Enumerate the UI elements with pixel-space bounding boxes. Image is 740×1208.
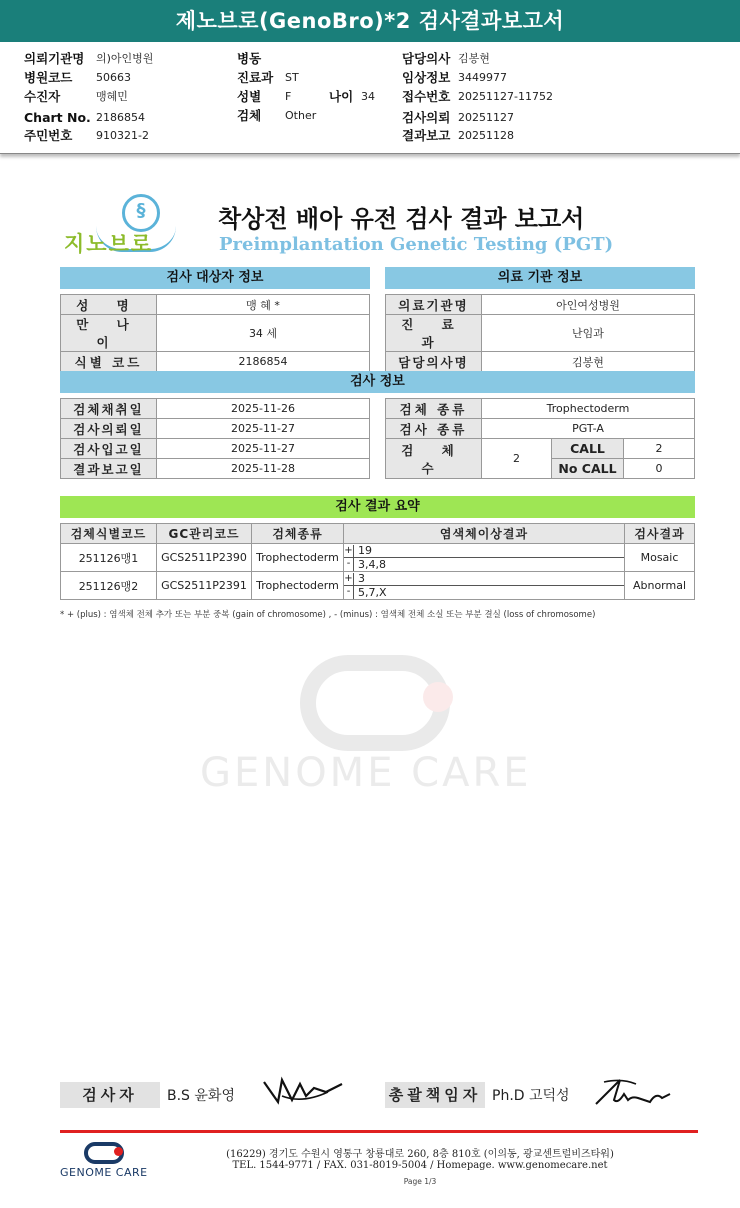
inst-dept-value: 난임과	[482, 315, 695, 352]
subject-name-label: 성 명	[61, 295, 157, 315]
report-title: 착상전 배아 유전 검사 결과 보고서	[218, 205, 585, 233]
subject-name-value: 맹 혜 *	[157, 295, 370, 315]
specimen-type-label: 검체 종류	[386, 399, 482, 419]
chart-label: Chart No.	[24, 109, 91, 125]
test-type-value: PGT-A	[482, 419, 695, 439]
genomecare-dot-icon	[114, 1147, 123, 1156]
gc-code: GCS2511P2390	[157, 544, 252, 572]
report-subtitle: Preimplantation Genetic Testing (PGT)	[219, 234, 614, 255]
call-label: CALL	[552, 439, 624, 459]
specimen-label: 검체	[237, 108, 262, 123]
specimen-count-label: 검 체 수	[386, 439, 482, 479]
specimen-value: Other	[285, 108, 317, 122]
collect-date-label: 검체채취일	[61, 399, 157, 419]
minus-sign: -	[344, 558, 354, 571]
tester-signature-icon	[262, 1074, 344, 1108]
rrn-value: 910321-2	[96, 128, 149, 142]
summary-heading: 검사 결과 요약	[60, 496, 695, 518]
report-date-label: 결과보고일	[61, 459, 157, 479]
subject-info-heading: 검사 대상자 정보	[60, 267, 370, 289]
institution-label: 의뢰기관명	[24, 51, 85, 66]
specimen-type: Trophectoderm	[252, 572, 344, 600]
inst-doctor-label: 담당의사명	[386, 352, 482, 372]
col-specimen-type: 검체종류	[252, 524, 344, 544]
table-row	[61, 572, 695, 600]
sample-code: 251126맹1	[61, 544, 157, 572]
collect-date-value: 2025-11-26	[157, 399, 370, 419]
summary-footnote: * + (plus) : 염색체 전체 추가 또는 부분 중복 (gain of chromosome) , - (minus) : 염색체 전체 소실 또는 부분 결실 (loss of chromosome)	[60, 610, 596, 620]
gain-chromosomes: 19	[358, 544, 372, 557]
test-dates-table	[60, 398, 370, 479]
report-date-value: 2025-11-28	[157, 459, 370, 479]
inst-name-value: 아인여성병원	[482, 295, 695, 315]
specimen-type: Trophectoderm	[252, 544, 344, 572]
doctor-value: 김봉현	[458, 52, 490, 65]
plus-sign: +	[344, 572, 353, 584]
specimen-count-value: 2	[482, 439, 552, 479]
table-row	[61, 544, 695, 572]
request-date-label: 검사의뢰일	[61, 419, 157, 439]
subject-id-value: 2186854	[157, 352, 370, 372]
age-value: 34	[361, 89, 375, 103]
summary-table	[60, 523, 695, 600]
col-chromosome-result: 염색체이상결과	[344, 524, 625, 544]
subject-info-table	[60, 294, 370, 372]
sex-value: F	[285, 89, 292, 103]
director-name: Ph.D 고덕성	[492, 1088, 570, 1104]
patient-header	[0, 42, 740, 154]
nocall-label: No CALL	[552, 459, 624, 479]
footer-address: (16229) 경기도 수원시 영통구 창룡대로 260, 8층 810호 (이의동, 광교센트럴비즈타워)	[226, 1149, 614, 1160]
receipt-label: 접수번호	[402, 89, 451, 104]
chromosome-result	[344, 544, 625, 572]
minus-sign: -	[344, 586, 354, 599]
examinee-label: 수진자	[24, 89, 61, 104]
gain-chromosomes: 3	[358, 572, 365, 585]
chromosome-result	[344, 572, 625, 600]
clinical-value: 3449977	[458, 70, 507, 84]
col-gc-code: GC관리코드	[157, 524, 252, 544]
loss-chromosomes: 3,4,8	[358, 557, 386, 571]
footer-divider	[60, 1130, 698, 1133]
request-value: 20251127	[458, 110, 514, 124]
examinee-value: 맹혜민	[96, 90, 128, 103]
sample-code: 251126맹2	[61, 572, 157, 600]
dna-icon: §	[136, 200, 146, 221]
director-signature-icon	[592, 1074, 674, 1110]
dept-label: 진료과	[237, 70, 274, 85]
nocall-value: 0	[624, 459, 695, 479]
report-header-title: 제노브로(GenoBro)*2 검사결과보고서	[0, 0, 740, 42]
dept-value: ST	[285, 70, 299, 84]
clinical-label: 임상정보	[402, 70, 451, 85]
watermark-text: GENOME CARE	[200, 750, 532, 796]
institution-info-heading: 의료 기관 정보	[385, 267, 695, 289]
specimen-type-value: Trophectoderm	[482, 399, 695, 419]
test-result: Abnormal	[625, 572, 695, 600]
director-label: 총괄책임자	[385, 1082, 485, 1108]
footer-logo-text: GENOME CARE	[60, 1166, 148, 1179]
request-label: 검사의뢰	[402, 110, 451, 125]
institution-info-table	[385, 294, 695, 372]
test-type-label: 검사 종류	[386, 419, 482, 439]
inst-dept-label: 진 료 과	[386, 315, 482, 352]
subject-age-value: 34 세	[157, 315, 370, 352]
hospital-code-label: 병원코드	[24, 70, 73, 85]
inst-name-label: 의료기관명	[386, 295, 482, 315]
col-sample-code: 검체식별코드	[61, 524, 157, 544]
watermark-dot-icon	[423, 682, 453, 712]
plus-sign: +	[344, 544, 353, 556]
loss-chromosomes: 5,7,X	[358, 585, 387, 599]
subject-age-label: 만 나 이	[61, 315, 157, 352]
receipt-value: 20251127-11752	[458, 89, 553, 103]
doctor-label: 담당의사	[402, 51, 451, 66]
gc-code: GCS2511P2391	[157, 572, 252, 600]
input-date-label: 검사입고일	[61, 439, 157, 459]
tester-name: B.S 윤화영	[167, 1088, 235, 1104]
report-value: 20251128	[458, 128, 514, 142]
tester-label: 검사자	[60, 1082, 160, 1108]
page-number: Page 1/3	[403, 1177, 437, 1186]
sex-label: 성별	[237, 89, 262, 104]
rrn-label: 주민번호	[24, 128, 73, 143]
inst-doctor-value: 김봉현	[482, 352, 695, 372]
input-date-value: 2025-11-27	[157, 439, 370, 459]
call-value: 2	[624, 439, 695, 459]
footer-contact: TEL. 1544-9771 / FAX. 031-8019-5004 / Homepage. www.genomecare.net	[232, 1160, 608, 1171]
test-result: Mosaic	[625, 544, 695, 572]
chart-value: 2186854	[96, 110, 145, 124]
report-label: 결과보고	[402, 128, 451, 143]
request-date-value: 2025-11-27	[157, 419, 370, 439]
age-label: 나이	[329, 89, 354, 104]
institution-value: 의)아인병원	[96, 52, 154, 65]
hospital-code-value: 50663	[96, 70, 131, 84]
subject-id-label: 식별 코드	[61, 352, 157, 372]
test-specimen-table	[385, 398, 695, 479]
col-test-result: 검사결과	[625, 524, 695, 544]
logo-text: 지노브로	[64, 232, 154, 256]
test-info-heading: 검사 정보	[60, 371, 695, 393]
ward-label: 병동	[237, 51, 262, 66]
